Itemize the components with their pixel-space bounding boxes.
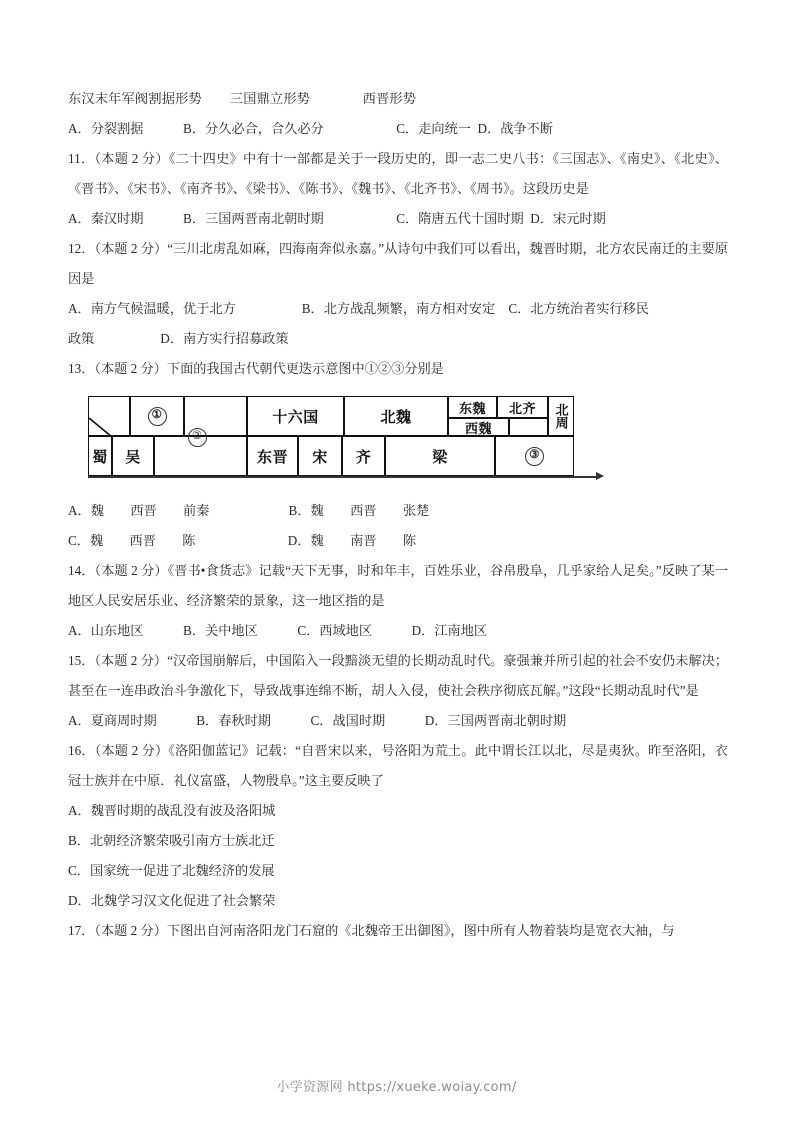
- diagram-diagonal-divider: [88, 396, 158, 476]
- q10-options: A．分裂割据 B．分久必合，合久必分 C．走向统一 D．战争不断: [68, 121, 554, 136]
- question-16-option-c: C．国家统一促进了北魏经济的发展: [68, 863, 275, 878]
- diagram-cell-liang: 梁: [385, 436, 495, 476]
- figure-caption-row: 东汉末年军阀割据形势 三国鼎立形势 西晋形势: [68, 91, 417, 106]
- question-12-stem: 12．（本题 2 分）“三川北虏乱如麻，四海南奔似永嘉。”从诗句中我们可以看出，魏晋时期，北方农民南迁的主要原因是: [68, 241, 728, 286]
- question-13-options-line-1: A．魏 西晋 前秦 B．魏 西晋 张楚: [68, 503, 430, 518]
- question-14-options: A．山东地区 B．关中地区 C．西域地区 D．江南地区: [68, 623, 488, 638]
- question-15-options: A．夏商周时期 B．春秋时期 C．战国时期 D．三国两晋南北朝时期: [68, 713, 567, 728]
- diagram-blank-right-of-xiwei: [509, 418, 548, 436]
- diagram-cell-dongjin: 东晋: [247, 436, 298, 476]
- diagram-cell-xiwei: 西魏: [448, 418, 509, 436]
- question-12-options-line-2: 政策 D．南方实行招募政策: [68, 331, 289, 346]
- question-16-option-b: B．北朝经济繁荣吸引南方士族北迁: [68, 833, 275, 848]
- question-15-stem: 15．（本题 2 分）“汉帝国崩解后，中国陷入一段黯淡无望的长期动乱时代。豪强兼并所引起的社会不安仍未解决；甚至在一连串政治斗争激化下，导致战事连绵不断，胡人入侵，使社会秩序彻底瓦解。”这段“长期动乱时代”是: [68, 653, 728, 698]
- question-13-stem: 13．（本题 2 分）下面的我国古代朝代更迭示意图中①②③分别是: [68, 361, 444, 376]
- diagram-canvas: [88, 396, 588, 476]
- question-16-stem: 16．（本题 2 分）《洛阳伽蓝记》记载：“自晋宋以来，号洛阳为荒土。此中谓长江以北，尽是夷狄。昨至洛阳，衣冠士族并在中原．礼仪富盛，人物殷阜。”这主要反映了: [68, 743, 728, 788]
- watermark-text: 小学资源网 https://xueke.woiay.com/: [276, 1080, 517, 1095]
- question-11-options: A．秦汉时期 B．三国两晋南北朝时期 C．隋唐五代十国时期 D．宋元时期: [68, 211, 606, 226]
- diagram-cell-shiliuguo: 十六国: [247, 396, 344, 436]
- diagram-cell-three: [495, 436, 574, 476]
- diagram-cell-dongwei: 东魏: [448, 396, 497, 418]
- diagram-label-two: ②: [188, 428, 207, 447]
- diagram-time-axis: [88, 476, 598, 478]
- question-11-stem: 11．（本题 2 分）《二十四史》中有十一部都是关于一段历史的，即一志二史八书：《三国志》、《南史》、《北史》、《晋书》、《宋书》、《南齐书》、《梁书》、《陈书》、《魏书》、《北齐书》、《周书》。这段历史是: [68, 151, 728, 196]
- question-12-options-line-1: A．南方气候温暖，优于北方 B．北方战乱频繁，南方相对安定 C．北方统治者实行移民: [68, 301, 649, 316]
- footer-watermark: [0, 1076, 793, 1095]
- diagram-cell-shu: 蜀: [88, 436, 112, 476]
- page-content: [68, 84, 728, 946]
- diagram-label-one: ①: [148, 407, 167, 426]
- diagram-axis-arrow-icon: [596, 472, 604, 480]
- diagram-label-two-wrap: [184, 424, 210, 450]
- diagram-cell-beiwei: 北魏: [344, 396, 448, 436]
- diagram-cell-qi: 齐: [342, 436, 385, 476]
- question-13-options-line-2: C．魏 西晋 陈 D．魏 南晋 陈: [68, 533, 417, 548]
- diagram-cell-song: 宋: [298, 436, 342, 476]
- diagram-cell-wu: 吴: [112, 436, 154, 476]
- question-16-option-d: D．北魏学习汉文化促进了社会繁荣: [68, 893, 276, 908]
- diagram-cell-beiqi: 北齐: [497, 396, 548, 418]
- question-16-option-a: A．魏晋时期的战乱没有波及洛阳城: [68, 803, 276, 818]
- dynasty-succession-diagram: [68, 390, 728, 494]
- diagram-label-three: ③: [525, 447, 544, 466]
- question-14-stem: 14．（本题 2 分）《晋书•食货志》记载“天下无事，时和年丰，百姓乐业，谷帛殷阜，几乎家给人足矣。”反映了某一地区人民安居乐业、经济繁荣的景象，这一地区指的是: [68, 563, 728, 608]
- diagram-cell-beizhou: 北周: [548, 396, 574, 436]
- question-17-stem: 17．（本题 2 分）下图出自河南洛阳龙门石窟的《北魏帝王出御图》，图中所有人物着装均是宽衣大袖，与: [68, 923, 675, 938]
